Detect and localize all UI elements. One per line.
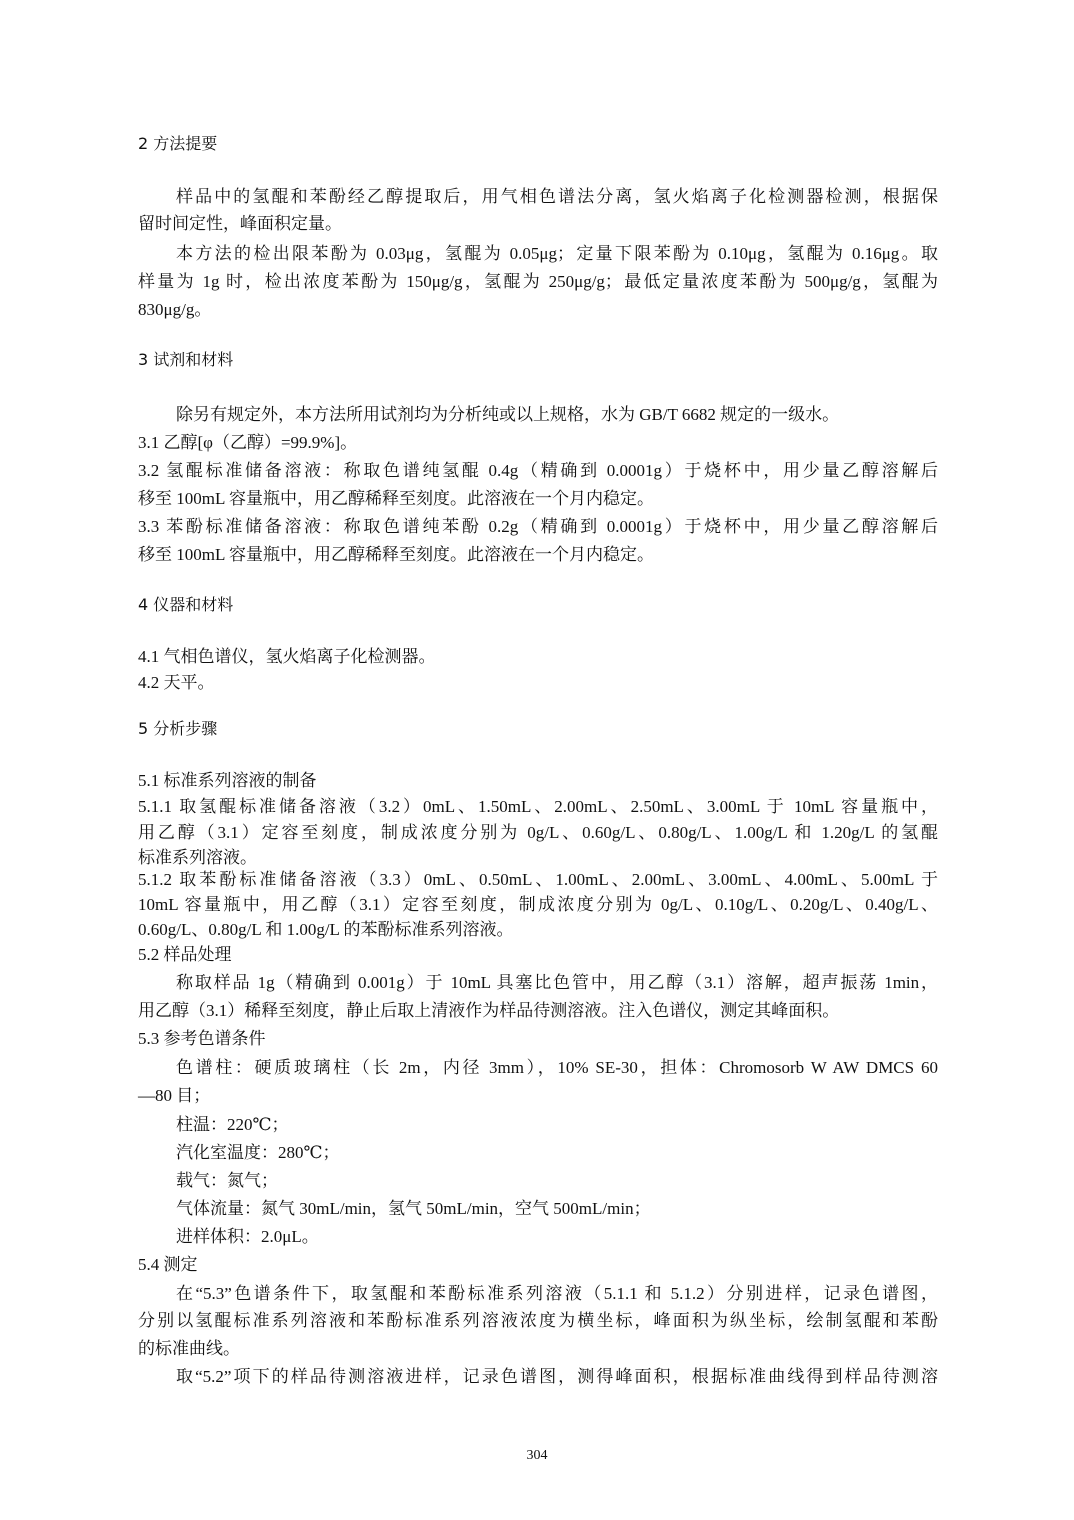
paragraph-line: 气体流量：氮气 30mL/min，氢气 50mL/min，空气 500mL/min； xyxy=(176,1199,651,1218)
list-item-3-1: 3.1 乙醇[φ（乙醇）=99.9%]。 xyxy=(138,433,358,452)
paragraph-line: —80 目； xyxy=(138,1086,211,1105)
paragraph-line: 取“5.2”项下的样品待测溶液进样，记录色谱图，测得峰面积，根据标准曲线得到样品待测溶 xyxy=(176,1367,938,1386)
paragraph-line: 在“5.3”色谱条件下，取氢醌和苯酚标准系列溶液（5.1.1 和 5.1.2）分别进样，记录色谱图， xyxy=(176,1284,938,1303)
paragraph-line: 称取样品 1g（精确到 0.001g）于 10mL 具塞比色管中，用乙醇（3.1）溶解，超声振荡 1min， xyxy=(176,973,938,992)
paragraph-line: 10mL 容量瓶中，用乙醇（3.1）定容至刻度，制成浓度分别为 0g/L、0.10g/L、0.20g/L、0.40g/L、 xyxy=(138,895,938,914)
section-heading-4: 4 仪器和材料 xyxy=(138,595,234,614)
paragraph-line: 样品中的氢醌和苯酚经乙醇提取后，用气相色谱法分离，氢火焰离子化检测器检测，根据保 xyxy=(176,187,938,206)
paragraph-line: 色谱柱：硬质玻璃柱（长 2m，内径 3mm），10% SE-30，担体：Chromosorb W AW DMCS 60 xyxy=(176,1058,938,1077)
paragraph-line: 用乙醇（3.1）定容至刻度，制成浓度分别为 0g/L、0.60g/L、0.80g/L、1.00g/L 和 1.20g/L 的氢醌 xyxy=(138,823,938,842)
section-heading-3: 3 试剂和材料 xyxy=(138,350,234,369)
paragraph-line: 柱温：220℃； xyxy=(176,1115,289,1134)
paragraph-line: 分别以氢醌标准系列溶液和苯酚标准系列溶液浓度为横坐标，峰面积为纵坐标，绘制氢醌和苯酚 xyxy=(138,1311,938,1330)
paragraph-line: 本方法的检出限苯酚为 0.03μg，氢醌为 0.05μg；定量下限苯酚为 0.10μg，氢醌为 0.16μg。取 xyxy=(176,244,938,263)
list-item-4-1: 4.1 气相色谱仪，氢火焰离子化检测器。 xyxy=(138,647,436,666)
list-item-4-2: 4.2 天平。 xyxy=(138,673,215,692)
list-item-5-1-2: 5.1.2 取苯酚标准储备溶液（3.3）0mL、0.50mL、1.00mL、2.00mL、3.00mL、4.00mL、5.00mL 于 xyxy=(138,870,938,889)
subsection-heading-5-4: 5.4 测定 xyxy=(138,1255,198,1274)
subsection-heading-5-3: 5.3 参考色谱条件 xyxy=(138,1029,266,1048)
subsection-heading-5-1: 5.1 标准系列溶液的制备 xyxy=(138,771,317,790)
paragraph-line: 移至 100mL 容量瓶中，用乙醇稀释至刻度。此溶液在一个月内稳定。 xyxy=(138,545,654,564)
paragraph-line: 移至 100mL 容量瓶中，用乙醇稀释至刻度。此溶液在一个月内稳定。 xyxy=(138,489,654,508)
paragraph-line: 的标准曲线。 xyxy=(138,1339,240,1358)
list-item-3-2: 3.2 氢醌标准储备溶液：称取色谱纯氢醌 0.4g（精确到 0.0001g）于烧杯中，用少量乙醇溶解后 xyxy=(138,461,938,480)
subsection-heading-5-2: 5.2 样品处理 xyxy=(138,945,232,964)
page-number: 304 xyxy=(526,1448,548,1463)
section-heading-2: 2 方法提要 xyxy=(138,134,218,153)
paragraph-line: 留时间定性，峰面积定量。 xyxy=(138,214,342,233)
list-item-5-1-1: 5.1.1 取氢醌标准储备溶液（3.2）0mL、1.50mL、2.00mL、2.50mL、3.00mL 于 10mL 容量瓶中， xyxy=(138,797,938,816)
paragraph-line: 用乙醇（3.1）稀释至刻度，静止后取上清液作为样品待测溶液。注入色谱仪，测定其峰面积。 xyxy=(138,1001,840,1020)
paragraph-line: 标准系列溶液。 xyxy=(138,848,257,867)
paragraph-line: 汽化室温度：280℃； xyxy=(176,1143,340,1162)
list-item-3-3: 3.3 苯酚标准储备溶液：称取色谱纯苯酚 0.2g（精确到 0.0001g）于烧杯中，用少量乙醇溶解后 xyxy=(138,517,938,536)
paragraph-line: 除另有规定外，本方法所用试剂均为分析纯或以上规格，水为 GB/T 6682 规定的一级水。 xyxy=(176,405,840,424)
paragraph-line: 样量为 1g 时，检出浓度苯酚为 150μg/g，氢醌为 250μg/g；最低定量浓度苯酚为 500μg/g，氢醌为 xyxy=(138,272,938,291)
paragraph-line: 830μg/g。 xyxy=(138,300,212,319)
paragraph-line: 载气：氮气； xyxy=(176,1171,278,1190)
paragraph-line: 0.60g/L、0.80g/L 和 1.00g/L 的苯酚标准系列溶液。 xyxy=(138,920,514,939)
section-heading-5: 5 分析步骤 xyxy=(138,719,218,738)
paragraph-line: 进样体积：2.0μL。 xyxy=(176,1227,319,1246)
